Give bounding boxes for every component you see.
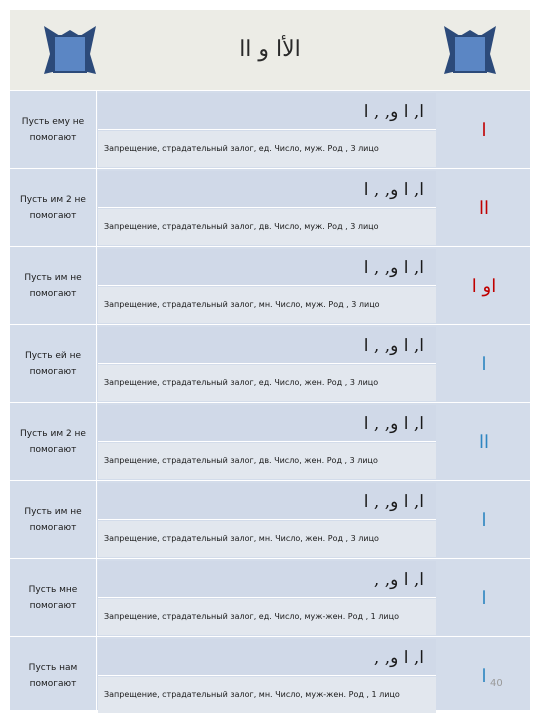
arabic-form: ا, ا و, , ا bbox=[363, 492, 424, 512]
translation-cell: Пусть им не помогают bbox=[10, 481, 97, 559]
arabic-form-cell bbox=[98, 93, 436, 130]
arabic-ending-cell: اا bbox=[479, 431, 490, 453]
conjugation-row bbox=[10, 168, 530, 247]
translation-cell: Пусть им 2 не помогают bbox=[10, 403, 97, 481]
grammar-description-cell bbox=[98, 599, 436, 635]
arabic-form-cell bbox=[98, 561, 436, 598]
arabic-form-cell bbox=[98, 171, 436, 208]
book-emblem-icon bbox=[40, 24, 100, 80]
conjugation-row bbox=[10, 636, 530, 715]
translation-cell: Пусть им не помогают bbox=[10, 247, 97, 325]
arabic-form: ا, ا و, , ا bbox=[363, 414, 424, 434]
slide-header bbox=[10, 10, 530, 90]
grammar-description-cell bbox=[98, 443, 436, 479]
arabic-form: ا, ا و, , ا bbox=[363, 258, 424, 278]
grammar-description-cell bbox=[98, 209, 436, 245]
grammar-description: Запрещение, страдательный залог, мн. Число, муж. Род , 3 лицо bbox=[104, 300, 380, 309]
arabic-form-cell bbox=[98, 639, 436, 676]
arabic-ending-cell: ا bbox=[481, 587, 487, 609]
arabic-ending-cell: ا bbox=[481, 353, 487, 375]
conjugation-row bbox=[10, 480, 530, 559]
grammar-description: Запрещение, страдательный залог, мн. Число, муж-жен. Род , 1 лицо bbox=[104, 690, 400, 699]
arabic-form: ا, ا و, , bbox=[373, 570, 424, 590]
conjugation-row bbox=[10, 402, 530, 481]
grammar-description-cell bbox=[98, 131, 436, 167]
grammar-description-cell bbox=[98, 287, 436, 323]
conjugation-row bbox=[10, 324, 530, 403]
arabic-ending-cell: ا bbox=[481, 665, 487, 687]
grammar-description-cell bbox=[98, 365, 436, 401]
translation-cell: Пусть ему не помогают bbox=[10, 91, 97, 169]
arabic-form: ا, ا و, , bbox=[373, 648, 424, 668]
grammar-description: Запрещение, страдательный залог, ед. Число, жен. Род , 3 лицо bbox=[104, 378, 379, 387]
grammar-description: Запрещение, страдательный залог, ед. Число, муж-жен. Род , 1 лицо bbox=[104, 612, 399, 621]
arabic-form-cell bbox=[98, 249, 436, 286]
grammar-description: Запрещение, страдательный залог, мн. Число, жен. Род , 3 лицо bbox=[104, 534, 379, 543]
arabic-ending-cell: اا bbox=[479, 197, 490, 219]
translation-cell: Пусть мне помогают bbox=[10, 559, 97, 637]
arabic-ending-cell: ا bbox=[481, 509, 487, 531]
grammar-description-cell bbox=[98, 521, 436, 557]
book-emblem-icon bbox=[440, 24, 500, 80]
conjugation-row bbox=[10, 90, 530, 169]
conjugation-row bbox=[10, 246, 530, 325]
grammar-description: Запрещение, страдательный залог, дв. Число, жен. Род , 3 лицо bbox=[104, 456, 378, 465]
translation-cell: Пусть им 2 не помогают bbox=[10, 169, 97, 247]
arabic-ending-cell: او ا bbox=[471, 275, 497, 297]
grammar-description-cell bbox=[98, 677, 436, 713]
grammar-description: Запрещение, страдательный залог, дв. Число, муж. Род , 3 лицо bbox=[104, 222, 379, 231]
arabic-form-cell bbox=[98, 327, 436, 364]
translation-cell: Пусть нам помогают bbox=[10, 637, 97, 715]
arabic-form: ا, ا و, , ا bbox=[363, 180, 424, 200]
arabic-form: ا, ا و, , ا bbox=[363, 336, 424, 356]
page-number: 40 bbox=[490, 678, 503, 689]
page-title: الأا و اا bbox=[239, 37, 301, 62]
translation-cell: Пусть ей не помогают bbox=[10, 325, 97, 403]
arabic-form-cell bbox=[98, 483, 436, 520]
arabic-ending-cell: ا bbox=[481, 119, 487, 141]
conjugation-row bbox=[10, 558, 530, 637]
arabic-form: ا, ا و, , ا bbox=[363, 102, 424, 122]
arabic-form-cell bbox=[98, 405, 436, 442]
slide bbox=[10, 10, 530, 710]
grammar-description: Запрещение, страдательный залог, ед. Число, муж. Род , 3 лицо bbox=[104, 144, 379, 153]
